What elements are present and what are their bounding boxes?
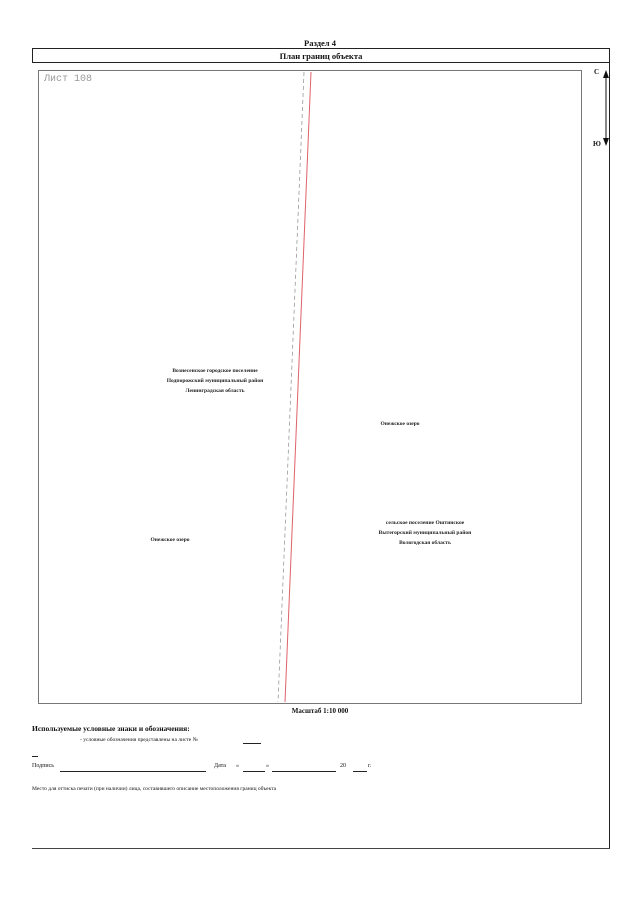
- legend-note: - условные обозначения представлены на листе №: [80, 737, 198, 743]
- section-label: Раздел 4: [304, 38, 336, 48]
- east-settlement-line-1: сельское поселение Оштинское: [385, 520, 465, 526]
- signature-field[interactable]: [60, 771, 206, 772]
- date-year-suffix: г.: [368, 763, 372, 769]
- east-settlement-line-3: Вологодская область: [399, 540, 451, 546]
- document-title: План границ объекта: [279, 51, 363, 61]
- west-settlement-line-3: Ленинградская область: [185, 388, 245, 394]
- date-year-field[interactable]: [353, 771, 367, 772]
- date-month-field[interactable]: [272, 771, 336, 772]
- sheet-number-label: Лист 108: [44, 74, 93, 85]
- date-year-prefix: 20: [340, 763, 346, 769]
- west-settlement-line-2: Подпорожский муниципальный район: [166, 378, 264, 384]
- west-settlement-label: [140, 366, 290, 396]
- date-label: Дата: [214, 763, 226, 769]
- date-day-field[interactable]: [243, 771, 265, 772]
- east-settlement-label: [355, 518, 495, 548]
- signature-row-tick: [32, 756, 38, 757]
- lake-label-west: Онежское озеро: [150, 537, 190, 543]
- stamp-placement-note: Место для оттиска печати (при наличии) лица, составившего описание местоположения границ объекта: [32, 786, 277, 792]
- signature-label: Подпись: [32, 763, 55, 769]
- map-scale-label: Масштаб 1:10 000: [291, 707, 349, 715]
- compass-south-label: Ю: [593, 140, 601, 148]
- legend-sheet-number-field[interactable]: [243, 743, 261, 744]
- compass-north-label: С: [594, 68, 600, 76]
- lake-label-east: Онежское озеро: [380, 421, 420, 427]
- date-quote-close: »: [266, 763, 269, 769]
- legend-title: Используемые условные знаки и обозначения:: [32, 724, 190, 733]
- date-quote-open: «: [236, 763, 239, 769]
- east-settlement-line-2: Вытегорский муниципальный район: [378, 530, 472, 536]
- west-settlement-line-1: Вознесенское городское поселение: [172, 368, 258, 374]
- compass-arrow-icon: [600, 68, 614, 148]
